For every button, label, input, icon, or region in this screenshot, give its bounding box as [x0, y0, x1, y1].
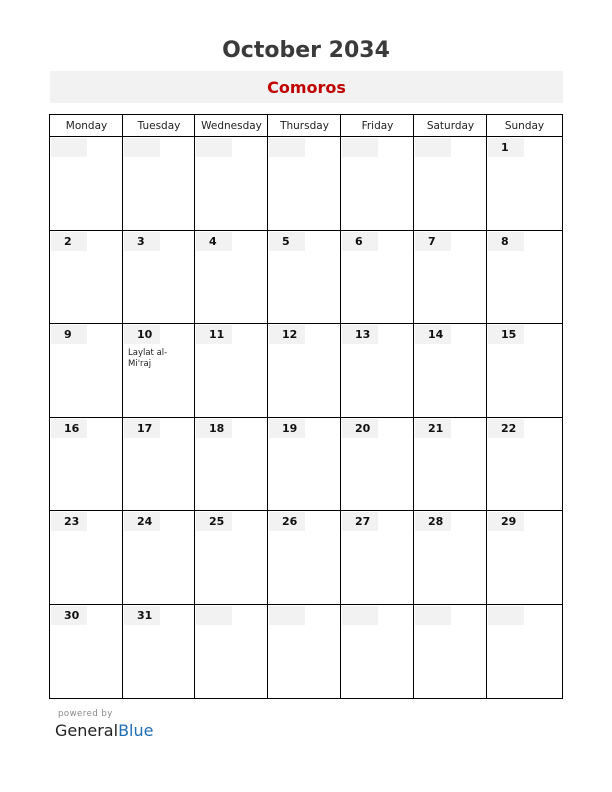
empty-day-tab	[269, 606, 305, 625]
day-number: 31	[124, 606, 160, 625]
empty-day-tab	[415, 138, 451, 157]
day-number: 3	[124, 232, 160, 251]
day-number: 18	[196, 419, 232, 438]
day-number: 10	[124, 325, 160, 344]
weekday-header-monday: Monday	[65, 120, 108, 132]
weekday-header-thursday: Thursday	[280, 120, 329, 132]
weekday-header-sunday: Sunday	[504, 120, 545, 132]
weekday-header-tuesday: Tuesday	[137, 120, 181, 132]
empty-day-tab	[196, 138, 232, 157]
row-divider	[50, 323, 562, 324]
day-number: 25	[196, 512, 232, 531]
day-number: 11	[196, 325, 232, 344]
brand-general-text: General	[55, 721, 119, 740]
column-divider	[413, 115, 414, 698]
day-number: 13	[342, 325, 378, 344]
brand-blue-text: Blue	[118, 721, 154, 740]
powered-by-label: powered by	[58, 709, 113, 719]
country-name: Comoros	[50, 71, 563, 103]
weekday-header-saturday: Saturday	[426, 120, 475, 132]
day-number: 22	[488, 419, 524, 438]
day-number: 9	[51, 325, 87, 344]
day-number: 12	[269, 325, 305, 344]
calendar-title: October 2034	[222, 38, 390, 63]
empty-day-tab	[269, 138, 305, 157]
empty-day-tab	[124, 138, 160, 157]
generalblue-logo[interactable]	[55, 721, 153, 740]
column-divider	[267, 115, 268, 698]
column-divider	[194, 115, 195, 698]
empty-day-tab	[342, 138, 378, 157]
day-number: 16	[51, 419, 87, 438]
holiday-name-line: Mi'raj	[128, 359, 152, 369]
empty-day-tab	[415, 606, 451, 625]
day-number: 24	[124, 512, 160, 531]
column-divider	[340, 115, 341, 698]
column-divider	[486, 115, 487, 698]
day-number: 14	[415, 325, 451, 344]
empty-day-tab	[51, 138, 87, 157]
day-number: 2	[51, 232, 87, 251]
empty-day-tab	[342, 606, 378, 625]
weekday-header-friday: Friday	[361, 120, 394, 132]
day-number: 7	[415, 232, 451, 251]
empty-day-tab	[488, 606, 524, 625]
weekday-header-wednesday: Wednesday	[201, 120, 262, 132]
day-number: 15	[488, 325, 524, 344]
day-number: 6	[342, 232, 378, 251]
row-divider	[50, 510, 562, 511]
day-number: 27	[342, 512, 378, 531]
day-number: 26	[269, 512, 305, 531]
day-number: 17	[124, 419, 160, 438]
day-number: 28	[415, 512, 451, 531]
holiday-name-line: Laylat al-	[128, 348, 168, 358]
day-number: 4	[196, 232, 232, 251]
holiday-label	[128, 348, 188, 370]
empty-day-tab	[196, 606, 232, 625]
day-number: 30	[51, 606, 87, 625]
row-divider	[50, 604, 562, 605]
column-divider	[122, 115, 123, 698]
day-number: 5	[269, 232, 305, 251]
calendar-grid	[49, 114, 563, 699]
row-divider	[50, 417, 562, 418]
day-number: 20	[342, 419, 378, 438]
day-number: 1	[488, 138, 524, 157]
day-number: 23	[51, 512, 87, 531]
day-number: 8	[488, 232, 524, 251]
day-number: 19	[269, 419, 305, 438]
row-divider	[50, 230, 562, 231]
day-number: 29	[488, 512, 524, 531]
day-number: 21	[415, 419, 451, 438]
